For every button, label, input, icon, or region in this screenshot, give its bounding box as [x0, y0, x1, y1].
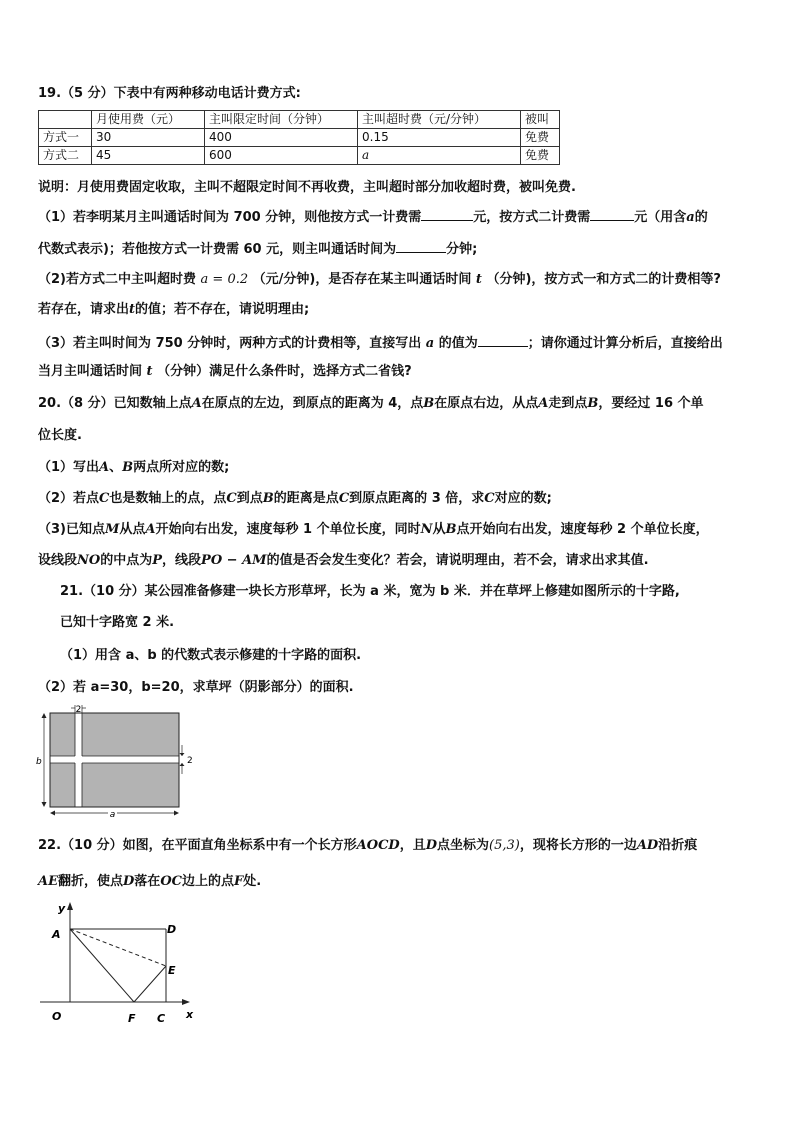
label-e: E [168, 964, 176, 977]
point-b: B [262, 491, 274, 506]
road-width-top-label: 2 [75, 705, 82, 715]
table-cell: 45 [92, 147, 205, 165]
rect-aocd: AOCD [356, 838, 400, 853]
point-c: C [226, 491, 237, 506]
text: 在原点右边，从点 [434, 396, 539, 411]
y-axis-label: y [58, 902, 66, 915]
table-cell: 主叫限定时间（分钟） [205, 111, 358, 129]
text: 沿折痕 [658, 838, 698, 853]
text: 、 [109, 460, 123, 475]
text: 的值是否会发生变化？若会，请说明理由，若不会，请求出求其值. [266, 553, 649, 568]
q20-part3-line1 [38, 522, 709, 538]
text: ，线段 [162, 553, 202, 568]
point-a: A [145, 522, 156, 537]
text: 分钟; [446, 242, 478, 257]
text: 的距离是点 [273, 491, 339, 506]
text: 的值为 [438, 336, 478, 351]
text: 翻折，使点 [58, 874, 124, 889]
table-cell: 方式一 [39, 129, 92, 147]
text: 处. [243, 874, 262, 889]
point-b: B [423, 396, 435, 411]
text: （元/分钟)，是否存在某主叫通话时间 [252, 272, 472, 287]
point-c: C [484, 491, 495, 506]
segment-fe [134, 966, 166, 1002]
text: （1）若李明某月主叫通话时间为 700 分钟，则他按方式一计费需 [38, 210, 422, 225]
coordinate-figure [36, 898, 206, 1028]
var-a: a [686, 210, 695, 225]
table-row [39, 129, 560, 147]
text: 当月主叫通话时间 [38, 364, 143, 379]
text: 元（用含 [634, 210, 687, 225]
text: 设线段 [38, 553, 78, 568]
coordinate-d: (5,3) [489, 838, 520, 853]
table-cell: 0.15 [358, 129, 521, 147]
text: （分钟）满足什么条件时，选择方式二省钱? [157, 364, 412, 379]
point-d: D [123, 874, 135, 889]
label-d: D [167, 923, 177, 936]
math-expression: a = 0.2 [200, 272, 249, 287]
text: ，且 [399, 838, 426, 853]
table-cell: 免费 [521, 129, 560, 147]
q20-line1 [38, 396, 704, 412]
table-cell [39, 111, 92, 129]
text: 两点所对应的数; [133, 460, 230, 475]
point-n: N [420, 522, 433, 537]
text: 的中点为 [100, 553, 153, 568]
segment-ae: AE [38, 874, 58, 889]
q20-line2: 位长度. [38, 428, 82, 443]
table-header-row [39, 111, 560, 129]
q21-line1: 21.（10 分）某公园准备修建一块长方形草坪，长为 a 米，宽为 b 米．并在草坪上修建如图所示的十字路, [60, 584, 680, 599]
point-b: B [587, 396, 599, 411]
text: （3)已知点 [38, 522, 105, 537]
text: 也是数轴上的点，点 [109, 491, 227, 506]
length-a-label: a [109, 810, 116, 819]
point-f: F [234, 874, 244, 889]
text: 从 [432, 522, 446, 537]
point-c: C [99, 491, 110, 506]
segment-no: NO [77, 553, 101, 568]
text: 对应的数; [494, 491, 552, 506]
text: 的值；若不存在，请说明理由; [135, 302, 310, 317]
point-m: M [105, 522, 120, 537]
text: 在原点的左边，到原点的距离为 4，点 [201, 396, 424, 411]
text: （分钟)，按方式一和方式二的计费相等? [486, 272, 721, 287]
text: （3）若主叫时间为 750 分钟时，两种方式的计费相等，直接写出 [38, 336, 422, 351]
answer-blank[interactable] [590, 208, 634, 221]
q22-line1 [38, 838, 697, 854]
point-d: D [425, 838, 437, 853]
label-f: F [128, 1012, 136, 1025]
q20-part1 [38, 460, 229, 476]
horizontal-road [51, 756, 179, 763]
q19-part1-line1 [38, 208, 708, 226]
answer-blank[interactable] [396, 240, 446, 253]
road-width-right-label: 2 [187, 756, 193, 766]
q21-part1: （1）用含 a、b 的代数式表示修建的十字路的面积. [60, 648, 362, 663]
q20-part2 [38, 491, 552, 507]
q19-part2-line2 [38, 302, 309, 318]
label-c: C [157, 1012, 166, 1025]
point-a: A [99, 460, 110, 475]
answer-blank[interactable] [421, 208, 473, 221]
q19-part3-line1 [38, 334, 723, 352]
text: 边上的点 [181, 874, 234, 889]
segment-oc: OC [160, 874, 182, 889]
text: 到原点距离的 3 倍，求 [349, 491, 485, 506]
point-a: A [538, 396, 549, 411]
text: 的 [694, 210, 708, 225]
answer-blank[interactable] [478, 334, 528, 347]
q19-part2-line1 [38, 272, 721, 288]
text: 开始向右出发，速度每秒 1 个单位长度，同时 [155, 522, 421, 537]
table-cell: 方式二 [39, 147, 92, 165]
point-p: P [152, 553, 163, 568]
text: 元，按方式二计费需 [473, 210, 591, 225]
text: 点坐标为 [436, 838, 489, 853]
table-cell: 30 [92, 129, 205, 147]
var-a: a [425, 336, 435, 351]
text: 走到点 [548, 396, 588, 411]
q19-part3-line2 [38, 364, 412, 380]
point-b: B [122, 460, 134, 475]
text: 落在 [134, 874, 161, 889]
text: 从点 [119, 522, 146, 537]
text: 代数式表示)；若他按方式一计费需 60 元，则主叫通话时间为 [38, 242, 397, 257]
q19-heading: 19.（5 分）下表中有两种移动电话计费方式: [38, 86, 301, 101]
var-t: t [475, 272, 482, 287]
table-cell: a [358, 147, 521, 165]
table-cell: 主叫超时费（元/分钟） [358, 111, 521, 129]
expression-po-am: PO − AM [201, 553, 267, 568]
point-c: C [338, 491, 350, 506]
q21-part2: （2）若 a=30，b=20，求草坪（阴影部分）的面积. [38, 680, 354, 695]
table-row [39, 147, 560, 165]
text: （2）若点 [38, 491, 100, 506]
text: 20.（8 分）已知数轴上点 [38, 396, 192, 411]
q20-part3-line2 [38, 553, 649, 569]
point-a: A [191, 396, 202, 411]
text: 到点 [236, 491, 263, 506]
table-cell: 月使用费（元） [92, 111, 205, 129]
text: 若存在，请求出 [38, 302, 130, 317]
text: ；请你通过计算分析后，直接给出 [527, 336, 723, 351]
q21-line2: 已知十字路宽 2 米. [60, 615, 175, 630]
lawn-figure [36, 703, 196, 819]
var-t: t [129, 302, 136, 317]
text: 点开始向右出发，速度每秒 2 个单位长度， [456, 522, 709, 537]
q22-line2 [38, 874, 261, 890]
x-axis-label: x [186, 1008, 194, 1021]
segment-ad: AD [636, 838, 659, 853]
text: 22.（10 分）如图，在平面直角坐标系中有一个长方形 [38, 838, 357, 853]
text: ，要经过 16 个单 [598, 396, 704, 411]
label-a: A [52, 928, 61, 941]
fold-line-ae [70, 929, 166, 966]
text: （1）写出 [38, 460, 100, 475]
table-cell: 免费 [521, 147, 560, 165]
table-cell: 600 [205, 147, 358, 165]
text: ，现将长方形的一边 [519, 838, 637, 853]
width-b-label: b [36, 757, 42, 767]
label-o: O [52, 1010, 62, 1023]
q19-note: 说明：月使用费固定收取，主叫不超限定时间不再收费，主叫超时部分加收超时费，被叫免费. [38, 180, 576, 195]
table-cell: 400 [205, 129, 358, 147]
q19-part1-line2 [38, 240, 477, 258]
text: （2)若方式二中主叫超时费 [38, 272, 196, 287]
point-b: B [445, 522, 457, 537]
segment-af [70, 929, 134, 1002]
table-cell: 被叫 [521, 111, 560, 129]
var-t: t [146, 364, 153, 379]
fee-table [38, 110, 560, 165]
